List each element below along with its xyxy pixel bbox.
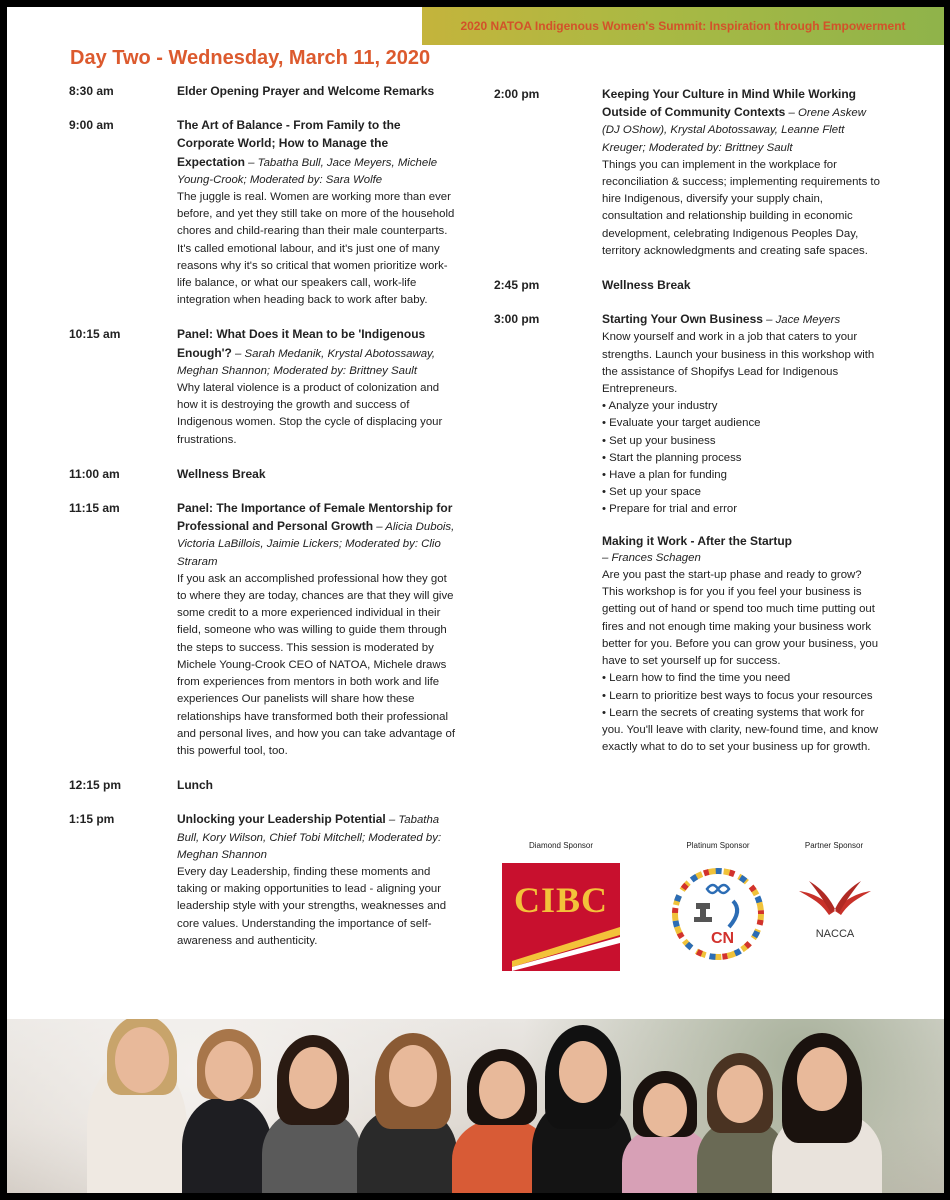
session	[494, 277, 884, 294]
person-figure	[205, 1041, 253, 1101]
bullet-item: • Have a plan for funding	[602, 467, 884, 484]
session	[494, 311, 884, 756]
session	[69, 117, 459, 309]
session-title: Keeping Your Culture in Mind While Working Outside of Community Contexts	[602, 87, 856, 120]
session-description: Things you can implement in the workplace for reconciliation & success; implementing requirements to hire Indigenous, diversify your supply chain, consultation and relationship building in economic development, celebrating Indigenous Peoples Day, territory acknowledgments and creating safe spaces.	[602, 158, 880, 257]
session-speakers: – Alicia Dubois, Victoria LaBillois, Jaimie Lickers; Moderated by: Clio Straram	[177, 521, 455, 568]
session-description: If you ask an accomplished professional how they got to where they are today, chances are that they will give some credit to a more experienced individual in their field, someone who was willing to guide them through the steps to success. This session is moderated by Michele Young-Crook CEO of NATOA, Michele draws from experiences from mentors in both work and life experiences Our panelists will share how these relationships have transformed both their professional and personal lives, and how you can take advantage of this powerful tool, too.	[177, 572, 455, 757]
nacca-logo	[795, 869, 875, 959]
session-speakers: – Tabatha Bull, Kory Wilson, Chief Tobi Mitchell; Moderated by: Meghan Shannon	[177, 814, 442, 861]
session-speakers: – Sarah Medanik, Krystal Abotossaway, Meghan Shannon; Moderated by: Brittney Sault	[177, 347, 436, 377]
bullet-item: • Analyze your industry	[602, 398, 884, 415]
bullet-list	[602, 398, 884, 518]
session-time: 11:15 am	[69, 501, 120, 516]
bullet-item: • Start the planning process	[602, 450, 884, 467]
bullet-item: • Set up your space	[602, 484, 884, 501]
startup-session	[602, 533, 884, 757]
session-speakers: – Jace Meyers	[762, 314, 841, 327]
day-title: Day Two - Wednesday, March 11, 2020	[70, 47, 431, 69]
session-title: Unlocking your Leadership Potential	[177, 812, 386, 827]
diamond-sponsor-label: Diamond Sponsor	[528, 841, 594, 850]
session	[69, 326, 459, 448]
session	[69, 83, 459, 100]
session-time: 2:00 pm	[494, 87, 540, 101]
session-description: The juggle is real. Women are working more than ever before, and yet they still take on more of the household chores and child-rearing than their male counterparts. It's called emotional labour, and it's just one of many reasons why it's so critical that women prioritize work-life balance, or what our speakers call, work-life integration when heading back to work after baby.	[177, 191, 455, 307]
eagle-wings-icon	[795, 869, 875, 919]
session-title: Starting Your Own Business	[602, 312, 763, 327]
session	[69, 466, 459, 483]
person-figure	[115, 1027, 169, 1093]
session-time: 11:00 am	[69, 466, 120, 481]
partner-sponsor-label: Partner Sponsor	[804, 841, 864, 850]
session	[69, 777, 459, 794]
agenda-page	[7, 7, 944, 1193]
session-time: 3:00 pm	[494, 312, 540, 327]
session-description: Why lateral violence is a product of colonization and how it is destroying the growth and success of Indigenous women. Stop the cycle of displacing your frustrations.	[177, 382, 443, 446]
right-column	[494, 86, 884, 773]
bullet-list	[602, 670, 884, 756]
bullet-item: • Learn the secrets of creating systems that work for you. You'll leave with clarity, new-found time, and know exactly what to do to set your business up for growth.	[602, 705, 884, 757]
session-speakers: – Orene Askew (DJ OShow), Krystal Abotossaway, Leanne Flett Kreuger; Moderated by: Brittney Sault	[602, 107, 866, 154]
session-title: Panel: The Importance of Female Mentorship for Professional and Personal Growth	[177, 501, 453, 534]
session-speakers: – Frances Schagen	[602, 551, 701, 564]
cibc-logo	[502, 863, 620, 971]
session-title: Making it Work - After the Startup	[602, 533, 793, 548]
summit-banner: 2020 NATOA Indigenous Women's Summit: Inspiration through Empowerment	[422, 7, 944, 45]
bullet-item: • Learn to prioritize best ways to focus your resources	[602, 688, 884, 705]
cn-sponsor-logo	[671, 867, 765, 961]
bullet-item: • Prepare for trial and error	[602, 501, 884, 518]
session-time: 9:00 am	[69, 118, 114, 133]
person-figure	[717, 1065, 763, 1123]
platinum-sponsor-label: Platinum Sponsor	[686, 841, 750, 850]
session-description: Know yourself and work in a job that caters to your strengths. Launch your business in this workshop with the assistance of Shopifys Lead for Indigenous Entrepreneurs.	[602, 331, 875, 396]
person-figure	[289, 1047, 337, 1109]
session-time: 10:15 am	[69, 327, 121, 342]
person-figure	[643, 1083, 687, 1137]
group-photo	[7, 1019, 944, 1193]
session-title: Wellness Break	[177, 466, 266, 481]
session-title: Elder Opening Prayer and Welcome Remarks	[177, 84, 435, 98]
person-figure	[797, 1047, 847, 1111]
session-time: 8:30 am	[69, 84, 114, 98]
person-figure	[479, 1061, 525, 1119]
bullet-item: • Learn how to find the time you need	[602, 670, 884, 687]
session-speakers: – Tabatha Bull, Jace Meyers, Michele Young-Crook; Moderated by: Sara Wolfe	[177, 156, 438, 186]
session	[69, 500, 459, 760]
session-description: Are you past the start-up phase and ready to grow? This workshop is for you if you feel your business is getting out of hand or spend too much time putting out fires and not enough time making your business work better for you. Before you can grow your business, you have to set yourself up for success.	[602, 569, 879, 668]
person-figure	[559, 1041, 607, 1103]
nacca-wordmark: NACCA	[815, 928, 855, 940]
session-time: 2:45 pm	[494, 278, 540, 293]
session-title: Wellness Break	[602, 278, 691, 293]
session	[494, 86, 884, 260]
cibc-wordmark: CIBC	[513, 880, 609, 920]
person-figure	[182, 1097, 272, 1193]
cn-wordmark: CN	[711, 930, 735, 947]
left-column	[69, 83, 459, 967]
session-time: 12:15 pm	[69, 778, 122, 793]
session-title: Panel: What Does it Mean to be 'Indigenous Enough'?	[177, 327, 426, 360]
cibc-swoosh-icon	[502, 921, 620, 971]
session-description: Every day Leadership, finding these moments and taking or making opportunities to lead - aligning your leadership style with your strengths, weaknesses and core values. Understanding the importance of self-awareness and authenticity.	[177, 865, 447, 947]
session	[69, 811, 459, 950]
bullet-item: • Evaluate your target audience	[602, 415, 884, 432]
person-figure	[389, 1045, 437, 1107]
session-time: 1:15 pm	[69, 812, 115, 827]
session-title: The Art of Balance - From Family to the Corporate World; How to Manage the Expectation	[177, 118, 401, 169]
bullet-item: • Set up your business	[602, 433, 884, 450]
session-title: Lunch	[177, 778, 213, 793]
